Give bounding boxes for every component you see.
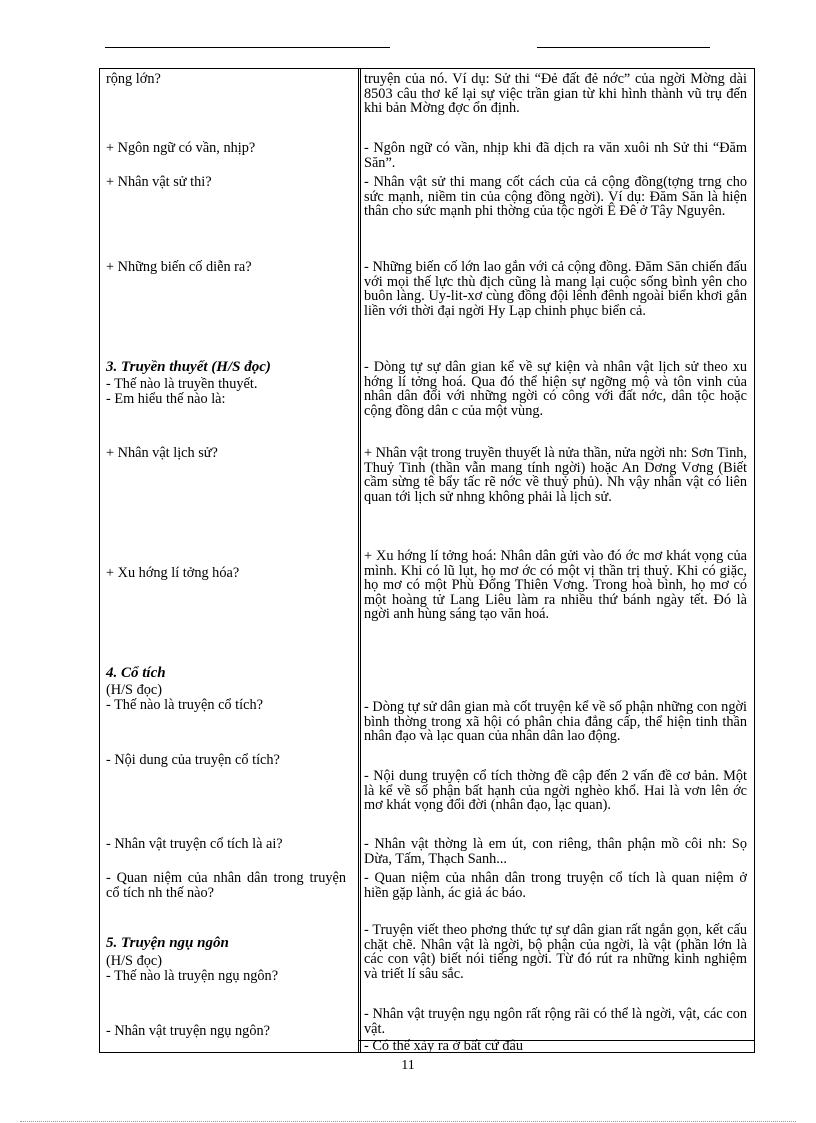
heading-truyen-thuyet: 3. Truyền thuyết (H/S đọc) [106, 359, 271, 375]
answer-nhan-vat-lich-su: + Nhân vật trong truyền thuyết là nửa thần, nửa ngời nh: Sơn Tinh, Thuỷ Tinh (thần vẫn mang tính ngời) hoặc An Dơng Vơng (Biết cầm sừng tê bẩy tấc rẽ nớc về thuỷ phủ). Nh vậy nhân vật có liên quan tới lịch sử nhng không phải là lịch sử. [364, 445, 747, 505]
answer-truyen-thuyet: - Dòng tự sự dân gian kể về sự kiện và nhân vật lịch sử theo xu hớng lí tởng hoá. Qua đó thể hiện sự ngỡng mộ và tôn vinh của nhân dân đối với những ngời có công với đất nớc, dân tộc hoặc cộng đồng dân c của một vùng. [364, 359, 747, 419]
answer-bien-co: - Những biến cố lớn lao gắn với cả cộng đồng. Đăm Săn chiến đấu với mọi thế lực thù địch cũng là mang lại cuộc sống bình yên cho buôn làng. Uy-lit-xơ cùng đồng đội lênh đênh ngoài biển khơi gắn liền với thời đại ngời Hy Lạp chinh phục biển cả. [364, 259, 747, 319]
question-nhan-vat-lich-su: + Nhân vật lịch sử? [106, 445, 218, 461]
answer-ngu-ngon: - Truyện viết theo phơng thức tự sự dân gian rất ngắn gọn, kết cấu chặt chẽ. Nhân vật là ngời, bộ phận của ngời, là vật (phần lớn là các con vật) biết nói tiếng ngời. Từ đó rút ra những kinh nghiệm và triết lí sâu sắc. [364, 922, 747, 982]
question-quan-niem: - Quan niệm của nhân dân trong truyện cổ tích nh thế nào? [106, 870, 346, 901]
question-rong-lon: rộng lớn? [106, 71, 161, 87]
content-table [99, 68, 755, 1053]
answer-noi-dung: - Nội dung truyện cổ tích thờng đề cập đến 2 vấn đề cơ bản. Một là kể về số phận bất hạnh của ngời nghèo khổ. Hai là vơn lên ớc mơ khát vọng đổi đời (nhân đạo, lạc quan). [364, 768, 747, 813]
header-rule-right [537, 47, 710, 48]
question-nhan-vat-co-tich: - Nhân vật truyện cổ tích là ai? [106, 836, 283, 852]
heading-co-tich: 4. Cổ tích [106, 665, 166, 681]
answer-co-tich: - Dòng tự sử dân gian mà cốt truyện kể về số phận những con ngời bình thờng trong xã hội có phân chia đẳng cấp, thể hiện tinh thần nhân đạo và lạc quan của nhân dân lao động. [364, 699, 747, 744]
answer-nhan-vat-su-thi: - Nhân vật sử thi mang cốt cách của cả cộng đồng(tợng trng cho sức mạnh, niềm tin của cộng đồng ngời). Ví dụ: Đăm Săn là hiện thân cho sức mạnh phi thờng của tộc ngời Ê Đê ở Tây Nguyên. [364, 174, 747, 219]
question-xu-huong: + Xu hớng lí tởng hóa? [106, 565, 240, 581]
question-nhan-vat-su-thi: + Nhân vật sử thi? [106, 174, 212, 190]
answer-su-thi-vi-du: truyện của nó. Ví dụ: Sử thi “Đẻ đất đẻ nớc” của ngời Mờng dài 8503 câu thơ kể lại sự việc trần gian từ khi hình thành vũ trụ đến khi bản Mờng đợc ổn định. [364, 71, 747, 116]
question-bien-co: + Những biến cố diễn ra? [106, 259, 252, 275]
answer-bat-cu-dau: - Có thể xảy ra ở bất cứ đâu [364, 1038, 524, 1054]
heading-ngu-ngon: 5. Truyện ngụ ngôn [106, 935, 229, 951]
column-divider [358, 68, 361, 1053]
answer-xu-huong: + Xu hớng lí tởng hoá: Nhân dân gửi vào đó ớc mơ khát vọng của mình. Khi có lũ lụt, họ mơ ớc có một vị thần trị thuỷ. Khi có giặc, họ mơ có một Phù Đổng Thiên Vơng. Trong hoà bình, họ mơ có một hoàng tử Lang Liêu làm ra nhiều thứ bánh ngày tết. Đó là ngời anh hùng sáng tạo văn hoá. [364, 548, 747, 622]
question-ngon-ngu: + Ngôn ngữ có vần, nhịp? [106, 140, 256, 156]
header-rule-left [105, 47, 390, 48]
question-ngu-ngon: (H/S đọc) - Thế nào là truyện ngụ ngôn? [106, 953, 279, 984]
answer-bottom-rule [358, 1040, 754, 1041]
page-number: 11 [401, 1058, 415, 1073]
answer-nhan-vat-ngu-ngon: - Nhân vật truyện ngụ ngôn rất rộng rãi có thể là ngời, vật, các con vật. [364, 1006, 747, 1037]
question-truyen-thuyet: - Thế nào là truyền thuyết. - Em hiểu thế nào là: [106, 376, 258, 407]
answer-ngon-ngu: - Ngôn ngữ có vần, nhịp khi đã dịch ra văn xuôi nh Sử thi “Đăm Săn”. [364, 140, 747, 171]
answer-nhan-vat-co-tich: - Nhân vật thờng là em út, con riêng, thân phận mồ côi nh: Sọ Dừa, Tấm, Thạch Sanh... [364, 836, 747, 867]
question-nhan-vat-ngu-ngon: - Nhân vật truyện ngụ ngôn? [106, 1023, 270, 1039]
question-co-tich: (H/S đọc) - Thế nào là truyện cổ tích? [106, 682, 263, 713]
footer-dotted-rule [20, 1121, 796, 1122]
answer-quan-niem: - Quan niệm của nhân dân trong truyện cổ tích là quan niệm ở hiền gặp lành, ác giả ác báo. [364, 870, 747, 901]
question-noi-dung: - Nội dung của truyện cổ tích? [106, 752, 280, 768]
